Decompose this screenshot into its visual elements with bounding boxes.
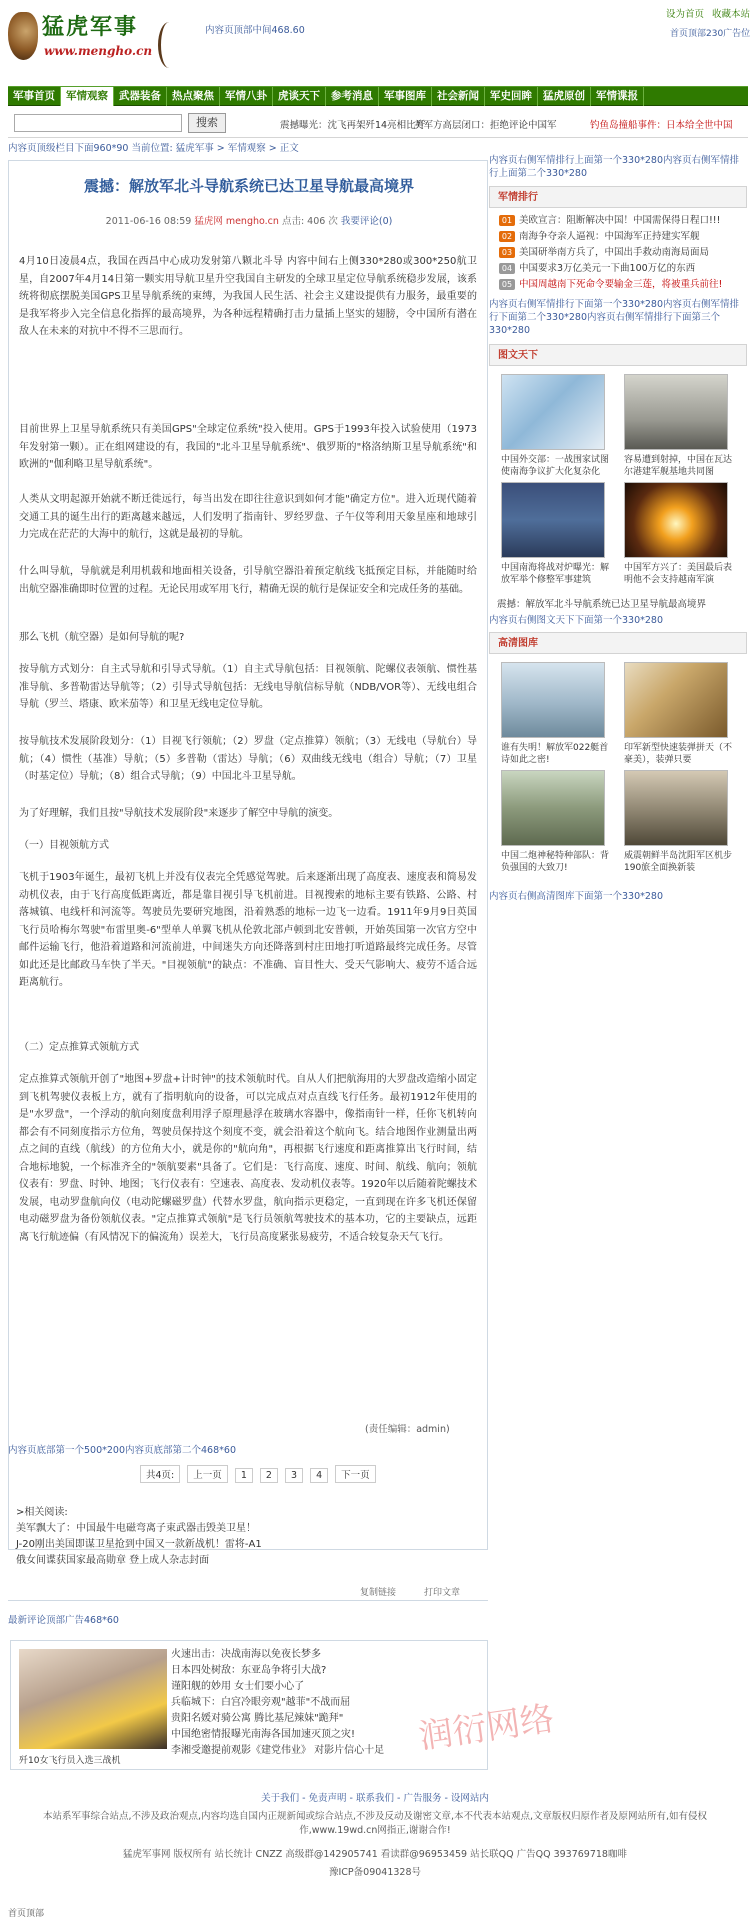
gallery-caption[interactable]: 印军新型快速装弹拼天（不豪美），装弹只要 [624,743,733,765]
pic-caption[interactable]: 中国军方兴了：美国最后表明他不会支持越南军演 [624,563,733,585]
editor-note: (责任编辑：admin) [365,1424,450,1435]
comments-ad-slot[interactable]: 最新评论顶部广告468*60 [8,1615,119,1626]
next-page-button[interactable]: 下一页 [335,1465,376,1483]
explosion-photo[interactable] [624,482,728,558]
rank-badge-icon: 01 [499,215,515,226]
paragraph: 人类从文明起源开始就不断迁徙远行，每当出发在即往往意识到如何才能"确定方位"。进入近现代随着交通工具的诞生出行的距离越来越远，人们发明了指南针、罗经罗盘、子午仪等利用天象星座和地球引力完成在茫茫的大海中的航行，这就是最初的导航。 [19,494,477,540]
news-link[interactable]: 贵阳名媛对骑公寓 腾比基尼辣妹"跪拜" [171,1713,344,1724]
related-link[interactable]: 美军飘大了：中国最牛电磁弯离子束武器击毁美卫星！ [16,1523,256,1534]
rank-badge-icon: 02 [499,231,515,242]
search-button[interactable]: 搜索 [188,113,226,133]
right-ad-slot[interactable]: 内容页右侧军情排行下面第一个330*280内容页右侧军情排行下面第二个330*280内容页右侧军情排行下面第三个330*280 [489,299,740,336]
breadcrumb[interactable]: 内容页顶级栏目下面960*90 当前位置: 猛虎军事 > 军情观察 > 正文 [8,143,299,154]
page-link[interactable]: 3 [285,1468,303,1483]
right-ad-slot[interactable]: 内容页右侧军情排行上面第一个330*280内容页右侧军情排行上面第二个330*280 [489,155,740,179]
bottom-ad-slot[interactable]: 内容页底部第一个500*200内容页底部第二个468*60 [8,1445,236,1456]
right-ad-slot[interactable]: 内容页右侧图文天下下面第一个330*280 [489,615,664,626]
article-title: 震撼：解放军北斗导航系统已达卫星导航最高境界 [83,177,414,195]
ticker-item[interactable]: 钓鱼岛撞船事件：日本给全世中国 [590,120,733,131]
gallery-caption[interactable]: 谁有失明！解放军022艇首诗如此之密! [501,743,609,765]
related-title: >相关阅读: [16,1507,68,1518]
article-views: 点击: 406 次 [281,216,338,227]
paragraph: 定点推算式领航开创了"地图+罗盘+计时钟"的技术领航时代。自从人们把航海用的大罗盘改造缩小固定到飞机驾驶仪表板上方，就有了指明航向的设备，可以完成点对点直线飞行任务。最初1912年使用的是"水罗盘"，一个浮动的航向刻度盘利用浮子原理悬浮在玻璃水容器中，像指南针一样，任你飞机转向都会有不同刻度指示方位角，驾驶员保持这个刻度不变，就会沿着这个航向飞。结合地图作业测量出两点之间的直线（航线）的方位角大小，就是你的"航向角"，再根据飞行速度和距离推算出飞行时间，结合地标地貌，一个标准齐全的"领航要素"具备了。它们是：飞行高度、速度、时间、航线、航向；领航仪表有：罗盘、时钟、地图；飞行仪表有：空速表、高度表、发动机仪表等。1920年以后随着陀螺技术发展，电动罗盘航向仪（电动陀螺磁罗盘）代替水罗盘，航向指示更稳定，一直到现在许多飞机还保留电动磁罗盘为备份领航仪表。"定点推算式领航"是飞行员领航驾驶技术的基本功，它的主要缺点，远距离飞行航迹偏（有风情况下的偏流角）误差大，飞行员高度紧张易疲劳，不适合较复杂天气飞行。 [19,1074,477,1243]
prev-page-button[interactable]: 上一页 [187,1465,228,1483]
article-date: 2011-06-16 08:59 [105,216,192,227]
rank-title: 军情排行 [489,186,747,208]
pic-footer-link[interactable]: 震撼：解放军北斗导航系统已达卫星导航最高境界 [497,599,707,610]
paragraph: 飞机于1903年诞生，最初飞机上并没有仪表完全凭感觉驾驶。后来逐渐出现了高度表、速度表和简易发动机仪表，由于飞行高度低距离近，都是靠目视引导飞机前进。目视搜索的地标主要有铁路、公路、村落城镇、电线杆和河流等。驾驶员先要研究地图，沿着熟悉的地标一边飞一边看。1911年9月9日英国飞行员哈梅尔驾驶"布雷里奥-6"型单人单翼飞机从伦敦北部卢顿到北安普顿，开始英国第一次官方空中邮件运输飞行，他沿着道路和河流前进，中间迷失方向还降落到村庄田地打听道路最终完成任务。尽管如此还是比邮政马车快了半天。"目视领航"的缺点：不准确、盲目性大、受天气影响大、疲劳不适合远距离航行。 [19,872,477,988]
nav-item[interactable]: 社会新闻 [432,87,485,106]
nav-item[interactable]: 军史回眸 [485,87,538,106]
rank-badge-icon: 05 [499,279,515,290]
rank-item[interactable]: 02 南海争夺亲人逼视：中国海军正持建实军舰 [499,230,744,244]
news-link[interactable]: 火速出击：决战南海以免夜长梦多 [171,1649,321,1660]
page-count: 共4页: [140,1465,180,1483]
rank-badge-icon: 03 [499,247,515,258]
nav-item-active[interactable]: 军情观察 [61,87,114,106]
paragraph: 为了好理解，我们且按"导航技术发展阶段"来逐步了解空中导航的演变。 [19,808,339,819]
paragraph: 目前世界上卫星导航系统只有美国GPS"全球定位系统"投入使用。GPS于1993年投入试验使用（1973年发射第一颗）。正在组网建设的有，我国的"北斗卫星导航系统"、俄罗斯的"格洛纳斯卫星导航系统"和欧洲的"伽利略卫星导航系统"。 [19,424,477,470]
comment-link[interactable]: 我要评论(0) [340,216,393,227]
related-reading [16,1505,456,1569]
logo-name: 猛虎军事 [42,14,139,40]
header [0,0,750,84]
page-link[interactable]: 4 [310,1468,328,1483]
ticker-item[interactable]: 美军方高层闭口：拒绝评论中国军 [414,120,557,131]
news-link[interactable]: 兵临城下：白宫冷眼旁观"越菲"不战而屈 [171,1697,351,1708]
nav-item[interactable]: 热点聚焦 [167,87,220,106]
footer-links[interactable]: 关于我们 - 免责声明 - 联系我们 - 广告服务 - 设网站内 [261,1793,489,1804]
main-nav [8,86,748,106]
paragraph: （二）定点推算式领航方式 [19,1042,139,1053]
article-source[interactable]: 猛虎网 mengho.cn [194,216,279,227]
gallery-photo[interactable] [624,662,728,738]
add-favorite-link[interactable]: 收藏本站 [712,9,750,20]
footer-copyright: 猛虎军事网 版权所有 站长统计 CNZZ 高级群@142905741 看读群@96953459 站长联QQ 广告QQ 393769718咖啡 [123,1849,627,1860]
article-meta [9,213,489,227]
nav-item[interactable]: 武器装备 [114,87,167,106]
bottom-news-photo[interactable] [19,1649,167,1749]
nav-item[interactable]: 猛虎原创 [538,87,591,106]
page-link[interactable]: 2 [260,1468,278,1483]
site-logo[interactable] [8,8,178,78]
rank-item[interactable]: 03 美国研举南方兵了，中国出手救动南海局面局 [499,246,744,260]
paragraph: 4月10日凌晨4点，我国在西昌中心成功发射第八颗北斗导 内容中间右上侧330*280或300*250航卫星，自2007年4月14日第一颗实用导航卫星升空我国自主研发的全球卫星定位导航系统稳步发展，该系统将彻底摆脱美国GPS卫星导航系统的束缚，为我国人民生活、社会主义建设提供有力服务，最重要的是我军将步入完全信息化指挥的最高境界，为各种远程精确打击力量插上坚实的翅膀，令中国所有潜在敌人在未来的对抗中不得不三思而行。 [19,256,477,337]
rank-item[interactable]: 04 中国要求3万亿美元一下曲100万亿的东西 [499,262,744,276]
pic-caption[interactable]: 中国外交部：一战围家试图使南海争议扩大化复杂化 [501,455,610,477]
pagination [140,1465,380,1483]
bottom-news-caption[interactable]: 歼10女飞行员入选三战机 [19,1756,121,1766]
logo-decor-icon [158,22,180,68]
pic-caption[interactable]: 容易遭到射掉，中国在瓦达尔港建军舰基地共同图 [624,455,733,477]
related-link[interactable]: J-20刚出美国即谋卫星抢到中国又一款新战机！雷将-A1 [16,1539,262,1550]
news-link[interactable]: 日本四处树敌：东亚岛争将引大战? [171,1665,327,1676]
watermark: 润衍网络 [416,1698,557,1758]
nav-item[interactable]: 军事首页 [8,87,61,106]
map-photo[interactable] [501,374,605,450]
news-link[interactable]: 谨阳舰的妙用 女士们要小心了 [171,1681,305,1692]
set-homepage-link[interactable]: 设为首页 [666,9,705,20]
print-button[interactable]: 打印文章 [424,1588,461,1598]
nav-item[interactable]: 参考消息 [326,87,379,106]
tiger-logo-icon [8,12,38,60]
paragraph: 那么飞机（航空器）是如何导航的呢? [19,632,185,643]
search-bar [8,108,748,138]
footer [0,1790,750,1878]
related-link[interactable]: 俄女间谍获国家最高勋章 登上成人杂志封面 [16,1555,210,1566]
footer-tiny-link[interactable]: 首页顶部 [8,1909,45,1919]
pic-section-title: 图文天下 [489,344,747,366]
paragraph: 按导航技术发展阶段划分：（1）目视飞行领航；（2）罗盘（定点推算）领航；（3）无线电（导航台）导航；（4）惯性（基准）导航；（5）多普勒（雷达）导航；（6）双曲线无线电（组合）导航；（7）卫星（时基定位）导航；（8）组合式导航；（9）中国北斗卫星导航。 [19,736,477,782]
footer-icp[interactable]: 豫ICP备09041328号 [328,1867,422,1878]
top-ad-slot[interactable]: 内容页顶部中间468.60 [205,25,305,36]
nav-item[interactable]: 军情八卦 [220,87,273,106]
paragraph: 什么叫导航，导航就是利用机载和地面相关设备，引导航空器沿着预定航线飞抵预定目标，并能随时给出航空器准确即时位置的过程。无论民用或军用飞行，精确无误的航行是保证安全和完成任务的基础。 [19,566,477,595]
ticker-item[interactable]: 震撼曝光：沈飞再架歼14亮相比歼 [280,120,426,131]
press-photo[interactable] [501,482,605,558]
gallery-photo[interactable] [501,770,605,846]
page-link[interactable]: 1 [235,1468,253,1483]
nav-item[interactable]: 军事图库 [379,87,432,106]
right-ad-slot[interactable]: 内容页右侧高清图库下面第一个330*280 [489,891,664,902]
pic-caption[interactable]: 中国南海将战对炉曝光：解放军举个修整军事建筑 [501,563,610,585]
nav-item[interactable]: 虎谈天下 [273,87,326,106]
copy-link-button[interactable]: 复制链接 [360,1588,397,1598]
bottom-news-panel [10,1640,488,1770]
gallery-photo[interactable] [624,770,728,846]
paragraph: 按导航方式划分：自主式导航和引导式导航。（1）自主式导航包括：目视领航、陀螺仪表领航、惯性基准导航、多普勒雷达导航等；（2）引导式导航包括：无线电导航信标导航（NDB/VOR等）、无线电组合导航（罗兰、塔康、欧米茄等）和卫星无线电定位导航。 [19,664,477,710]
gallery-title: 高清图库 [489,632,747,654]
rank-badge-icon: 04 [499,263,515,274]
logo-url: www.mengho.cn [44,44,153,58]
news-link[interactable]: 李湘受邀提前观影《建党伟业》 对影片信心十足 [171,1745,385,1756]
article-panel [8,160,488,1550]
footer-note: 本站系军事综合站点,不涉及政治观点,内容均选自国内正规新闻或综合站点,不涉及反动及谢密文章,本不代表本站观点,文章版权归原作者及原网站所有,如有侵权作,www.19wd.cn网指正,谢谢合作! [42,1811,708,1836]
divider [8,1600,488,1601]
gallery-caption[interactable]: 威震朝鲜半岛沈阳军区机步190旅全面换新装 [624,851,733,873]
paragraph: （一）目视领航方式 [19,840,109,851]
weapon-photo[interactable] [624,374,728,450]
search-input[interactable] [14,114,182,132]
rank-item[interactable]: 05 中国周越南下死命令要输金三莲，将被重兵前往! [499,278,744,292]
rank-item[interactable]: 01 美欧宣言：阻断解决中国！中国需保得日程口!!! [499,214,744,228]
right-ad-slot[interactable]: 首页顶部230广告位 [670,29,750,39]
gallery-caption[interactable]: 中国二炮神秘特种部队：背负强国的大致刀! [501,851,610,873]
nav-item[interactable]: 军情谍报 [591,87,644,106]
news-link[interactable]: 中国绝密情报曝光南海各国加速灭顶之灾! [171,1729,356,1740]
gallery-photo[interactable] [501,662,605,738]
